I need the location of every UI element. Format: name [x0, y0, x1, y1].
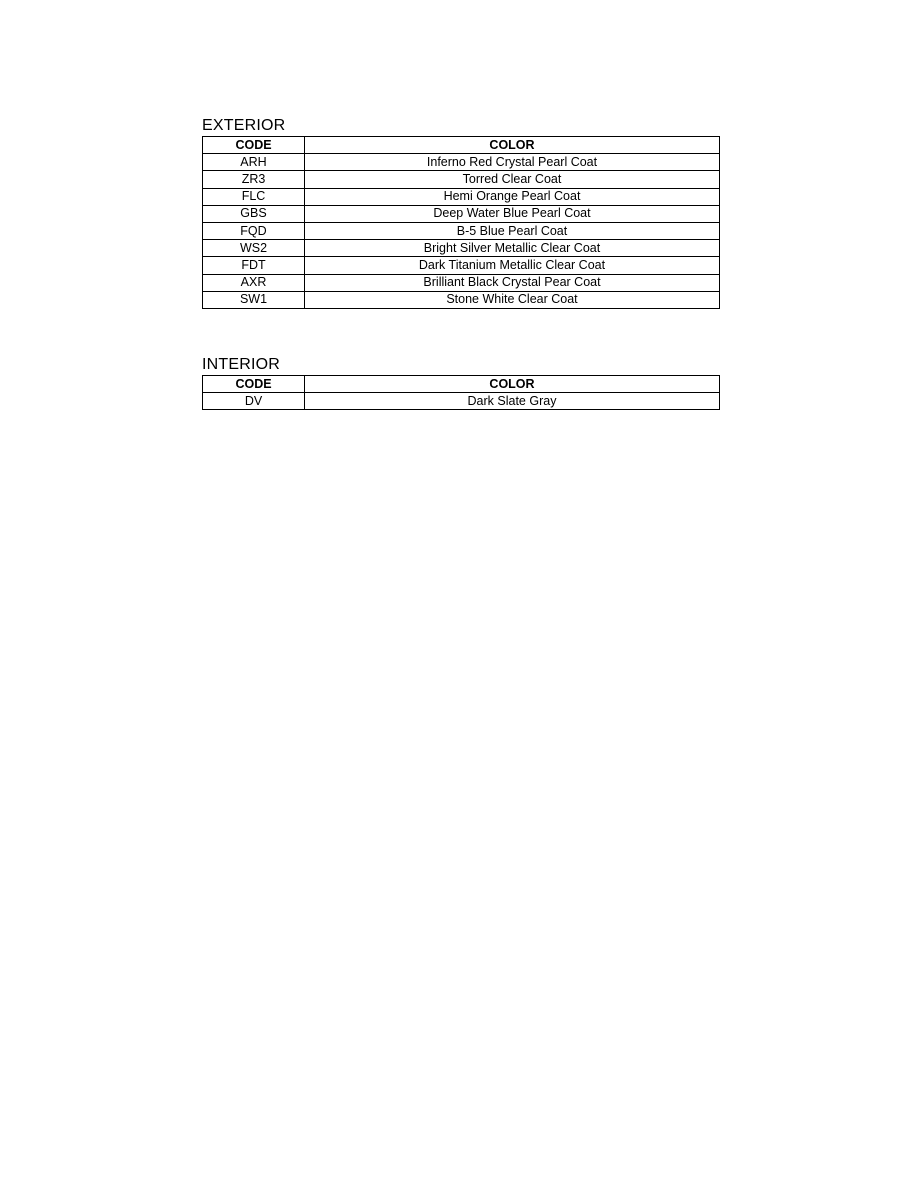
table-row	[203, 257, 720, 274]
color-cell: Torred Clear Coat	[305, 171, 720, 188]
code-cell: FQD	[203, 222, 305, 239]
code-cell: GBS	[203, 205, 305, 222]
table-header-row	[203, 137, 720, 154]
color-cell: Brilliant Black Crystal Pear Coat	[305, 274, 720, 291]
color-cell: Dark Slate Gray	[305, 393, 720, 410]
code-cell: AXR	[203, 274, 305, 291]
code-cell: FDT	[203, 257, 305, 274]
table-row	[203, 188, 720, 205]
table-row	[203, 222, 720, 239]
color-cell: Deep Water Blue Pearl Coat	[305, 205, 720, 222]
color-column-header: COLOR	[305, 137, 720, 154]
color-cell: Bright Silver Metallic Clear Coat	[305, 240, 720, 257]
code-cell: SW1	[203, 291, 305, 308]
code-cell: WS2	[203, 240, 305, 257]
table-row	[203, 240, 720, 257]
table-header-row	[203, 376, 720, 393]
code-cell: ZR3	[203, 171, 305, 188]
code-column-header: CODE	[203, 376, 305, 393]
interior-heading: INTERIOR	[202, 356, 281, 373]
color-cell: Dark Titanium Metallic Clear Coat	[305, 257, 720, 274]
color-cell: Stone White Clear Coat	[305, 291, 720, 308]
color-column-header: COLOR	[305, 376, 720, 393]
table-row	[203, 171, 720, 188]
code-cell: DV	[203, 393, 305, 410]
color-cell: Hemi Orange Pearl Coat	[305, 188, 720, 205]
code-cell: FLC	[203, 188, 305, 205]
table-row	[203, 154, 720, 171]
code-cell: ARH	[203, 154, 305, 171]
table-row	[203, 274, 720, 291]
exterior-heading: EXTERIOR	[202, 117, 286, 134]
table-row	[203, 393, 720, 410]
table-row	[203, 205, 720, 222]
exterior-color-table	[202, 136, 720, 309]
code-column-header: CODE	[203, 137, 305, 154]
color-cell: Inferno Red Crystal Pearl Coat	[305, 154, 720, 171]
color-cell: B-5 Blue Pearl Coat	[305, 222, 720, 239]
table-row	[203, 291, 720, 308]
interior-color-table	[202, 375, 720, 410]
